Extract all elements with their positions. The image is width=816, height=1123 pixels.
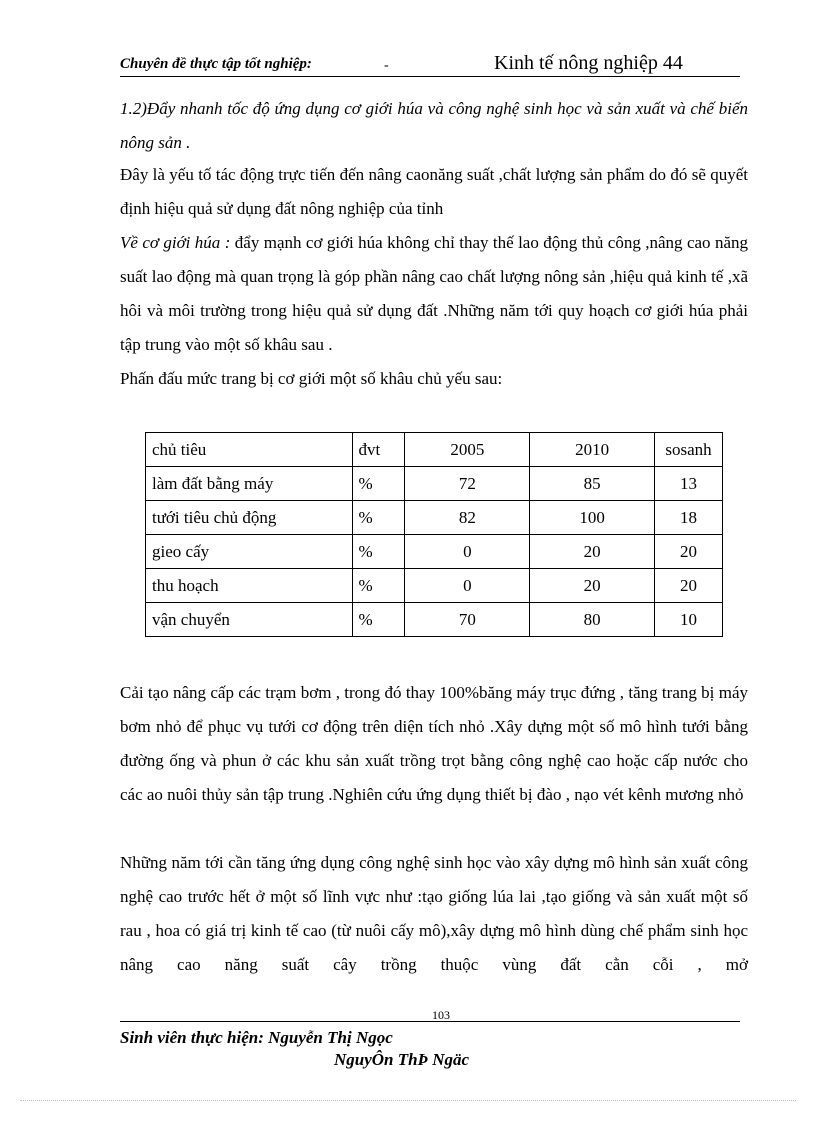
paragraph-4: Cải tạo nâng cấp các trạm bơm , trong đó thay 100%băng máy trục đứng , tăng trang bị máy bơm nhỏ để phục vụ tưới cơ động trên diện tích nhỏ .Xây dựng một số mô hình tưới bằng đường ống và phun ở các khu sản xuất trồng trọt bằng công nghệ cao hoặc cấp nước cho các ao nuôi thủy sản tập trung .Nghiên cứu ứng dụng thiết bị đào , nạo vét kênh mương nhỏ: [120, 683, 748, 804]
footer-signer-garbled: NguyÔn ThÞ Ngäc: [334, 1050, 470, 1069]
page-bottom-dotted-rule: [20, 1100, 796, 1101]
table-cell: 20: [530, 569, 655, 603]
table-header-cell: 2010: [530, 433, 655, 467]
table-cell: tưới tiêu chủ động: [146, 501, 353, 535]
table-cell: 10: [654, 603, 722, 637]
table-row: [146, 467, 723, 501]
table-cell: %: [352, 501, 405, 535]
header-dash-mark: -: [384, 58, 389, 73]
paragraph-2: [120, 226, 748, 362]
table-cell: 82: [405, 501, 530, 535]
table-row: [146, 603, 723, 637]
table-cell: 85: [530, 467, 655, 501]
table-cell: vận chuyển: [146, 603, 353, 637]
table-cell: gieo cấy: [146, 535, 353, 569]
table-cell: thu hoạch: [146, 569, 353, 603]
table-cell: 80: [530, 603, 655, 637]
table-header-row: [146, 433, 723, 467]
page-header: [120, 52, 740, 77]
header-right-title: Kinh tế nông nghiệp 44: [494, 52, 683, 74]
table-row: [146, 501, 723, 535]
table-cell: 20: [654, 535, 722, 569]
table-cell: %: [352, 603, 405, 637]
paragraph-5: Những năm tới cần tăng ứng dụng công nghệ sinh học vào xây dựng mô hình sản xuất công nghệ cao trước hết ở một số lĩnh vực như :tạo giống lúa lai ,tạo giống và sản xuất một số rau , hoa có giá trị kinh tế cao (từ nuôi cấy mô),xây dựng mô hình dùng chế phẩm sinh học nâng cao năng suất cây trồng thuộc vùng đất cằn cỗi , mở: [120, 853, 748, 974]
paragraph-3: Phấn đấu mức trang bị cơ giới một số khâu chủ yếu sau:: [120, 369, 503, 388]
table-cell: 13: [654, 467, 722, 501]
footer-divider: [120, 1021, 740, 1022]
table-header-cell: chủ tiêu: [146, 433, 353, 467]
section-heading: 1.2)Đẩy nhanh tốc độ ứng dụng cơ giới húa và công nghệ sinh học và sản xuất và chế biến nông sản .: [120, 99, 748, 152]
mechanization-table: [145, 432, 723, 637]
table-cell: 72: [405, 467, 530, 501]
table-cell: 0: [405, 535, 530, 569]
table-header-cell: 2005: [405, 433, 530, 467]
table-header-cell: đvt: [352, 433, 405, 467]
paragraph-2-body: đẩy mạnh cơ giới húa không chỉ thay thế lao động thủ công ,nâng cao năng suất lao động mà quan trọng là góp phần nâng cao chất lượng nông sản ,hiệu quả kinh tế ,xã hôi và môi trường trong hiệu quả sử dụng đất .Những năm tới quy hoạch cơ giới húa phải tập trung vào một số khâu sau .: [120, 233, 748, 354]
table-header-cell: sosanh: [654, 433, 722, 467]
table-cell: 100: [530, 501, 655, 535]
paragraph-2-lead: Về cơ giới húa :: [120, 233, 231, 252]
table-cell: 20: [530, 535, 655, 569]
footer-signer: Sinh viên thực hiện: Nguyễn Thị Ngọc: [120, 1028, 393, 1047]
table-row: [146, 569, 723, 603]
table-row: [146, 535, 723, 569]
table-cell: 70: [405, 603, 530, 637]
page-number: 103: [432, 1008, 450, 1022]
table-cell: 18: [654, 501, 722, 535]
table-cell: %: [352, 569, 405, 603]
table-cell: làm đất bằng máy: [146, 467, 353, 501]
table-cell: %: [352, 535, 405, 569]
paragraph-1: Đây là yếu tố tác động trực tiến đến nâng caonăng suất ,chất lượng sản phẩm do đó sẽ quyết định hiệu quả sử dụng đất nông nghiệp của tỉnh: [120, 165, 748, 218]
table-cell: %: [352, 467, 405, 501]
header-left-title: Chuyên đề thực tập tốt nghiệp:: [120, 56, 312, 72]
table-cell: 0: [405, 569, 530, 603]
table-cell: 20: [654, 569, 722, 603]
